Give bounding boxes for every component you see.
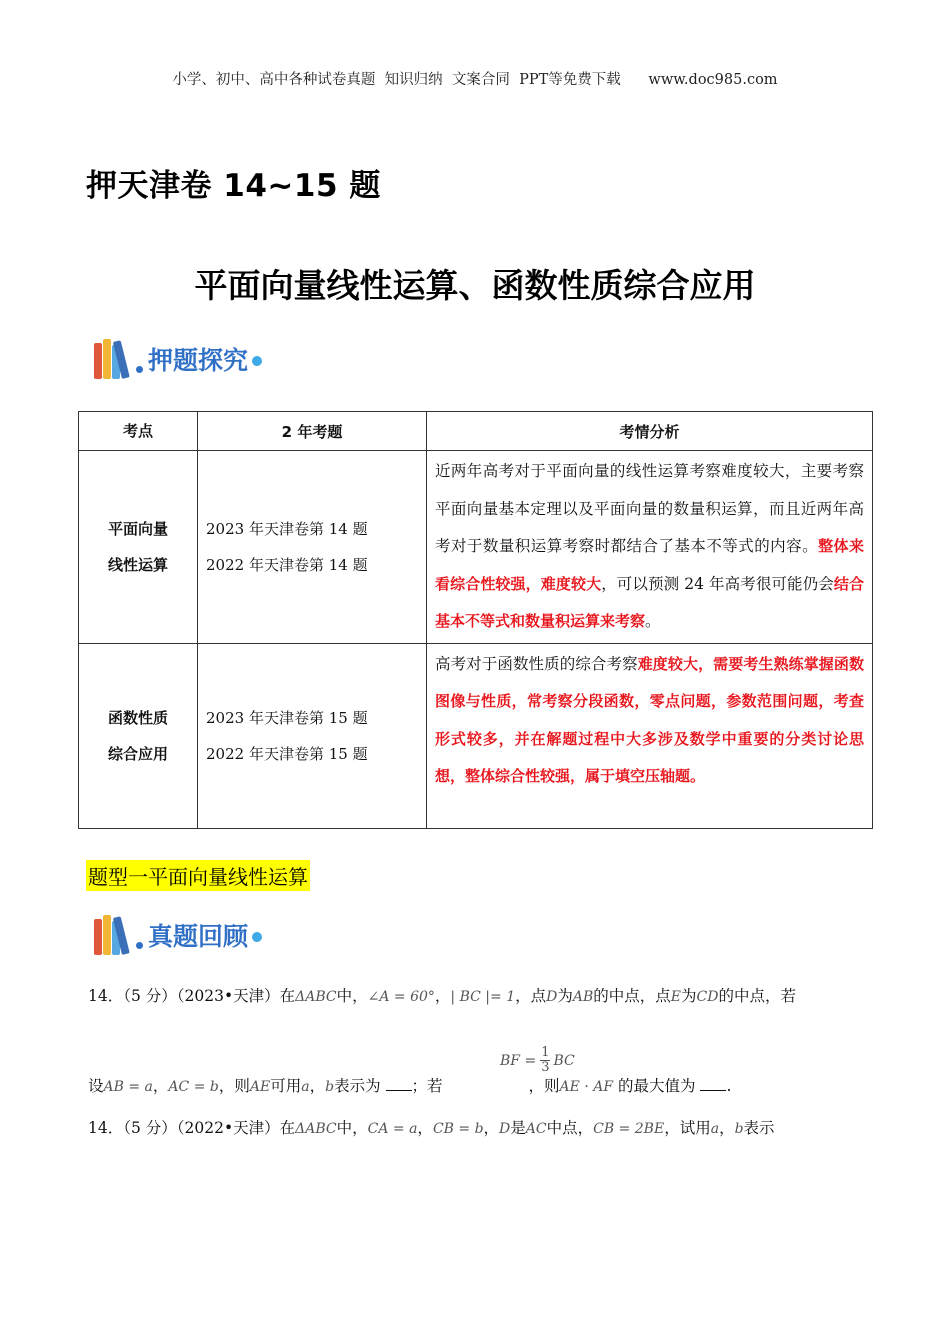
section-heading-yati (92, 336, 262, 382)
section-title: 押题探究 (148, 346, 249, 375)
table-row (79, 451, 873, 644)
page-title: 押天津卷 14~15 题 (86, 168, 381, 204)
table-header-row (79, 412, 873, 451)
books-icon (92, 913, 136, 957)
table-header: 2 年考题 (198, 412, 427, 451)
books-icon (92, 337, 136, 381)
answer-blank[interactable] (386, 1076, 412, 1091)
section-heading-zhenti (92, 912, 262, 958)
exam-cell: 2023 年天津卷第 14 题 2022 年天津卷第 14 题 (198, 451, 427, 644)
page-subtitle: 平面向量线性运算、函数性质综合应用 (194, 266, 756, 305)
question-2023-line2: 设AB = a，AC = b，则AE可用a，b表示为 ；若 ，则AE · AF 的最大值为 . (88, 1077, 732, 1095)
section-title: 真题回顾 (148, 922, 249, 951)
topic-cell: 函数性质 综合应用 (79, 643, 198, 828)
top-banner: 小学、初中、高中各种试卷真题 知识归纳 文案合同 PPT等免费下载 www.doc985.com (172, 72, 778, 88)
type1-title: 题型一平面向量线性运算 (86, 860, 310, 891)
exam-analysis-table (78, 411, 873, 829)
question-2022-line1: 14．（5 分）（2022•天津）在ΔABC中，CA = a，CB = b，D是AC中点，CB = 2BE，试用a，b表示 (88, 1119, 775, 1137)
table-header: 考点 (79, 412, 198, 451)
bf-formula: BF = $\frac{1}{3}$ BC (500, 1045, 575, 1075)
analysis-cell: 近两年高考对于平面向量的线性运算考察难度较大，主要考察平面向量基本定理以及平面向量的数量积运算，而且近两年高考对于数量积运算考察时都结合了基本不等式的内容。整体来看综合性较强，难度较大，可以预测 24 年高考很可能仍会结合基本不等式和数量积运算来考察。 (427, 451, 873, 644)
topic-cell: 平面向量 线性运算 (79, 451, 198, 644)
answer-blank[interactable] (700, 1076, 726, 1091)
exam-cell: 2023 年天津卷第 15 题 2022 年天津卷第 15 题 (198, 643, 427, 828)
analysis-cell: 高考对于函数性质的综合考察难度较大，需要考生熟练掌握函数图像与性质，常考察分段函数，零点问题，参数范围问题，考查形式较多，并在解题过程中大多涉及数学中重要的分类讨论思想，整体综合性较强，属于填空压轴题。 (427, 643, 873, 828)
question-2023-line1: 14．（5 分）（2023•天津）在ΔABC中，∠A = 60°，| BC |= 1，点D为AB的中点，点E为CD的中点，若 (88, 987, 796, 1005)
table-row (79, 643, 873, 828)
fraction: $\frac{1}{3}$ (541, 1045, 550, 1075)
table-header: 考情分析 (427, 412, 873, 451)
